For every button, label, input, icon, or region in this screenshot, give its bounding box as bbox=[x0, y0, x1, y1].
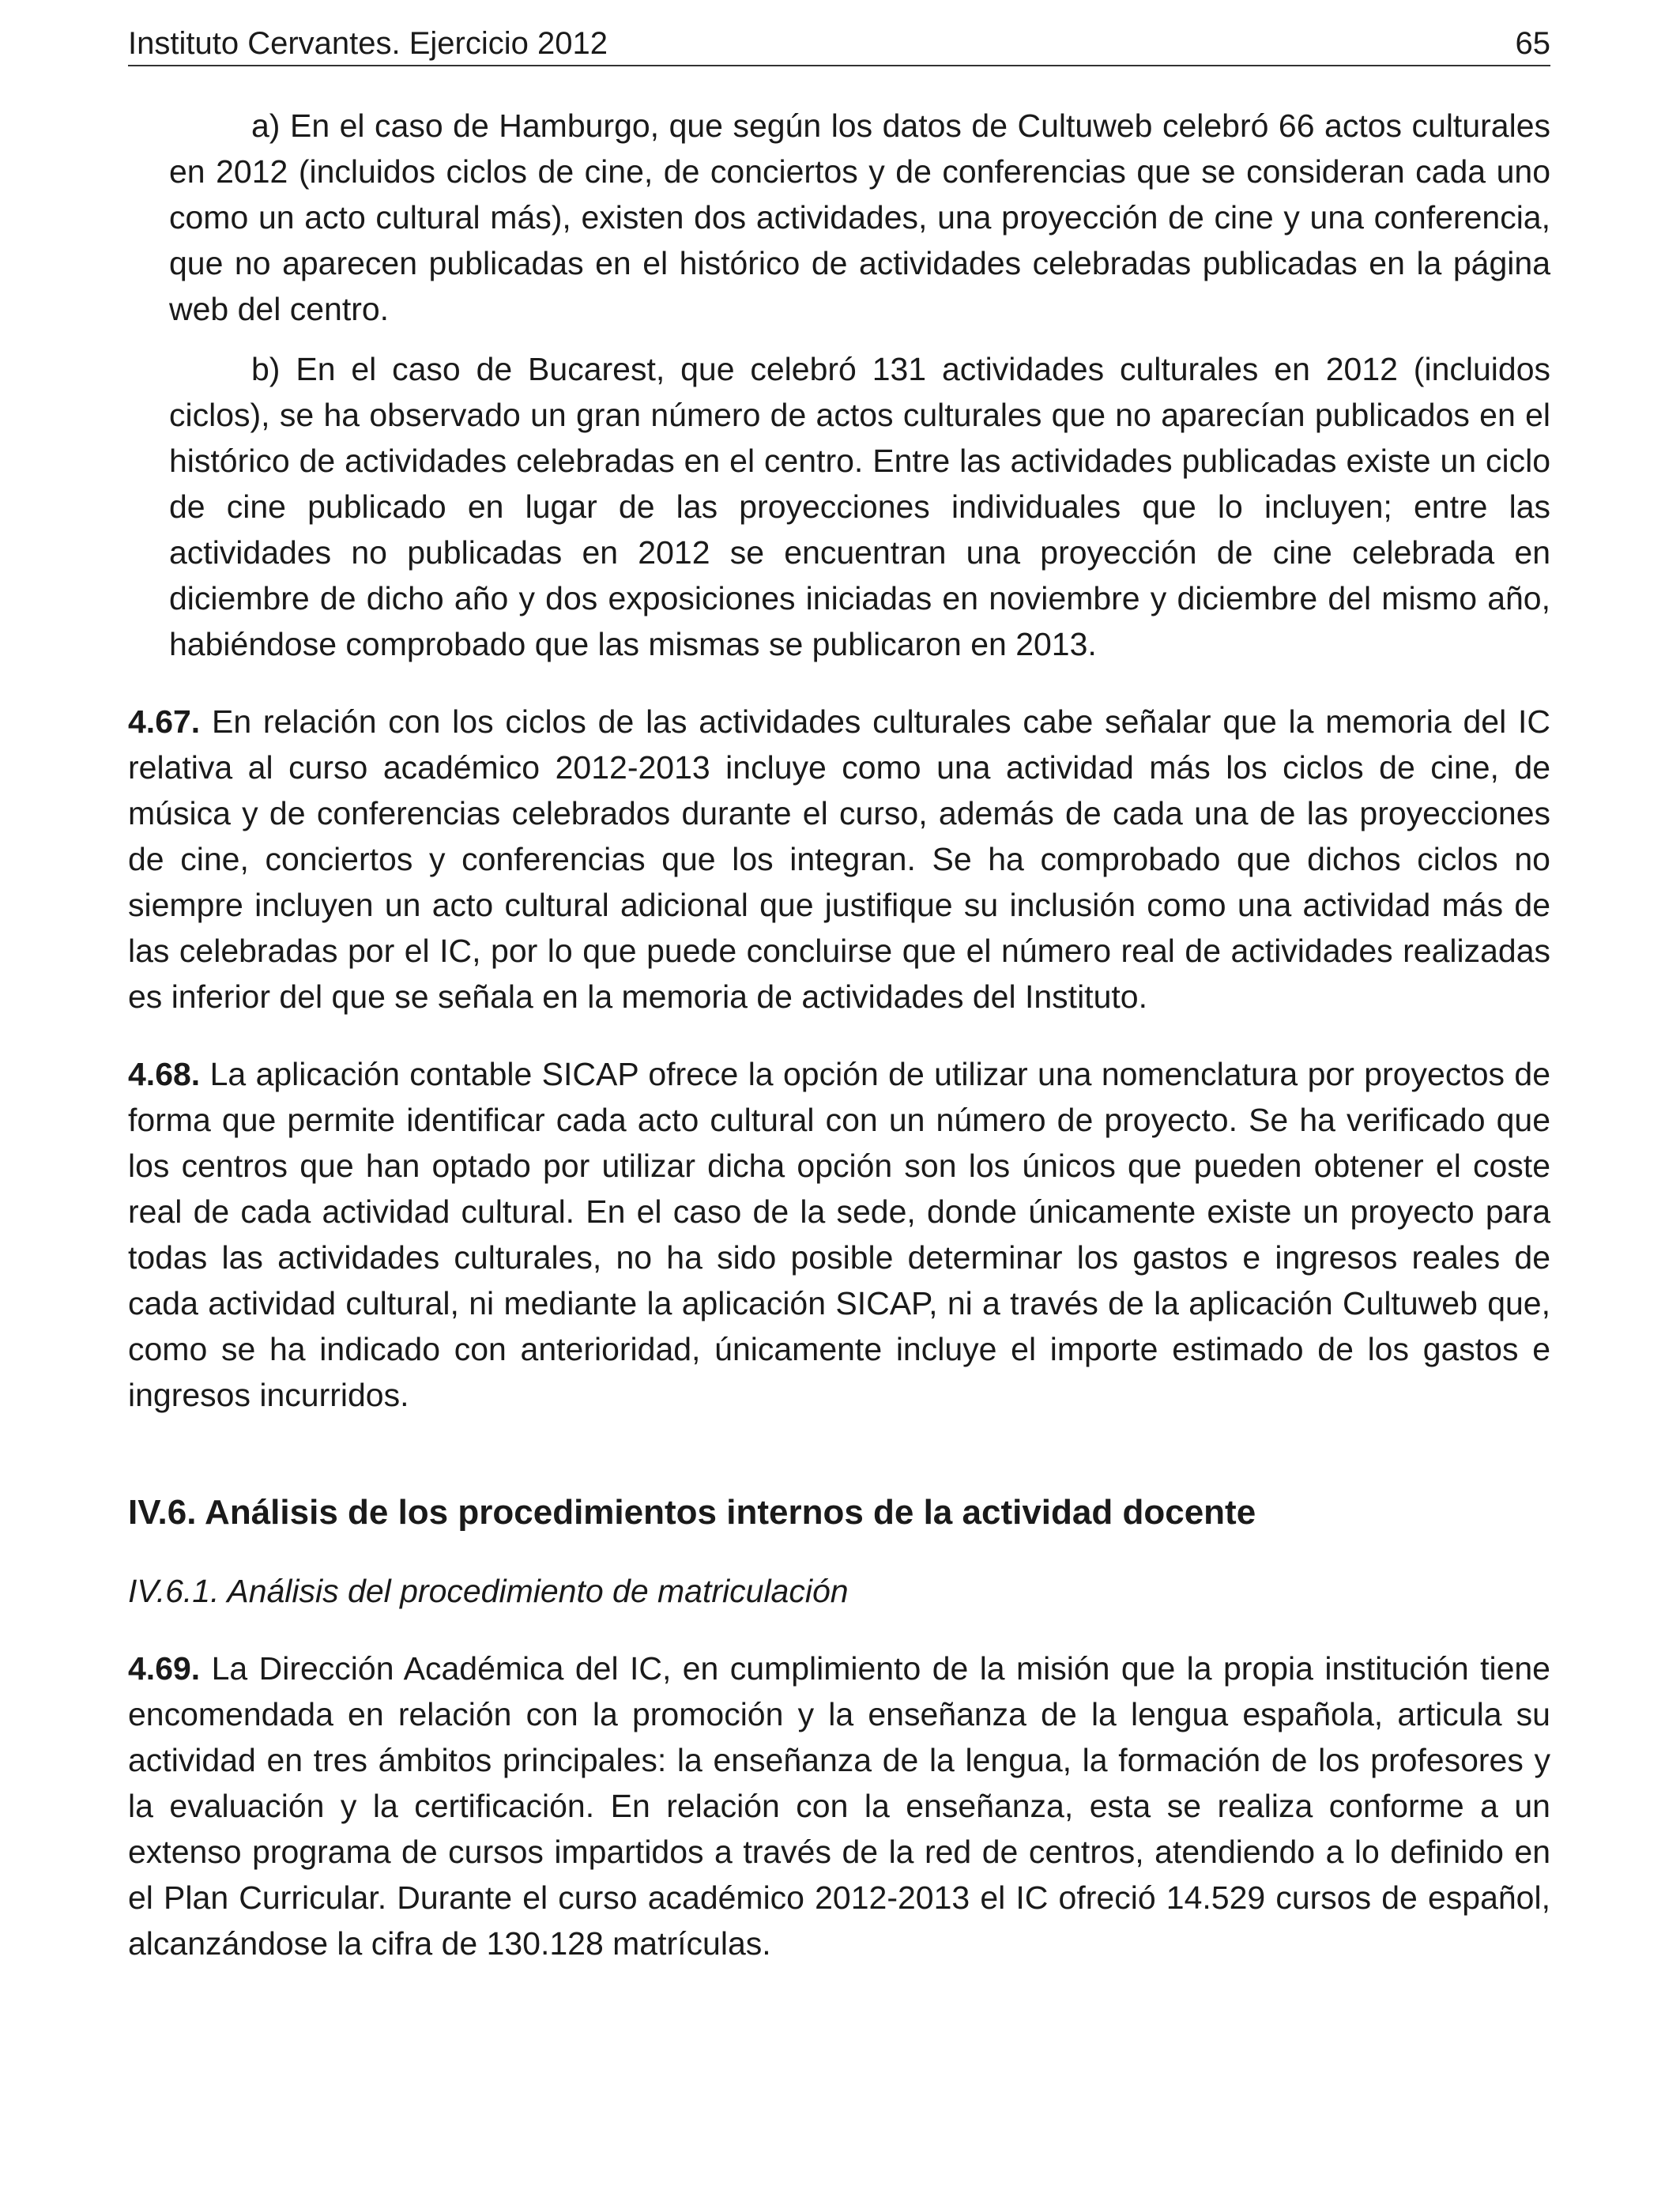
paragraph-number: 4.67. bbox=[128, 703, 201, 740]
section-heading: IV.6. Análisis de los procedimientos internos de la actividad docente bbox=[128, 1493, 1256, 1532]
header-title: Instituto Cervantes. Ejercicio 2012 bbox=[128, 26, 608, 61]
paragraph-text: La Dirección Académica del IC, en cumplimiento de la misión que la propia institución tiene encomendada en relación con la promoción y la enseñanza de la lengua española, articula su actividad en tres ámbitos principales: la enseñanza de la lengua, la formación de los profesores y la evaluación y la certificación. En relación con la enseñanza, esta se realiza conforme a un extenso programa de cursos impartidos a través de la red de centros, atendiendo a lo definido en el Plan Curricular. Durante el curso académico 2012-2013 el IC ofreció 14.529 cursos de español, alcanzándose la cifra de 130.128 matrículas. bbox=[128, 1650, 1550, 1962]
subparagraph-text: En el caso de Hamburgo, que según los datos de Cultuweb celebró 66 actos culturales en 2012 (incluidos ciclos de cine, de conciertos y de conferencias que se consideran cada uno como un acto cultural más), existen dos actividades, una proyección de cine y una conferencia, que no aparecen publicadas en el histórico de actividades celebradas publicadas en la página web del centro. bbox=[169, 107, 1550, 327]
paragraph-text: En relación con los ciclos de las actividades culturales cabe señalar que la memoria del IC relativa al curso académico 2012-2013 incluye como una actividad más los ciclos de cine, de música y de conferencias celebrados durante el curso, además de cada una de las proyecciones de cine, conciertos y conferencias que los integran. Se ha comprobado que dichos ciclos no siempre incluyen un acto cultural adicional que justifique su inclusión como una actividad más de las celebradas por el IC, por lo que puede concluirse que el número real de actividades realizadas es inferior del que se señala en la memoria de actividades del Instituto. bbox=[128, 703, 1550, 1015]
paragraph-4-69 bbox=[128, 1646, 1550, 1966]
paragraph-4-68 bbox=[128, 1051, 1550, 1418]
page-number: 65 bbox=[1515, 26, 1550, 61]
paragraph-4-67 bbox=[128, 699, 1550, 1020]
subparagraph-text: En el caso de Bucarest, que celebró 131 actividades culturales en 2012 (incluidos ciclos), se ha observado un gran número de actos culturales que no aparecían publicados en el histórico de actividades celebradas en el centro. Entre las actividades publicadas existe un ciclo de cine publicado en lugar de las proyecciones individuales que lo incluyen; entre las actividades no publicadas en 2012 se encuentran una proyección de cine celebrada en diciembre de dicho año y dos exposiciones iniciadas en noviembre y diciembre del mismo año, habiéndose comprobado que las mismas se publicaron en 2013. bbox=[169, 351, 1550, 662]
subparagraph-label: b) bbox=[251, 351, 281, 387]
subparagraph-b bbox=[128, 346, 1550, 667]
subsection-heading: IV.6.1. Análisis del procedimiento de matriculación bbox=[128, 1573, 849, 1609]
subparagraph-a bbox=[128, 103, 1550, 332]
subparagraph-label: a) bbox=[251, 107, 281, 144]
body-text bbox=[128, 103, 1550, 1966]
page-header bbox=[128, 22, 1550, 66]
paragraph-text: La aplicación contable SICAP ofrece la opción de utilizar una nomenclatura por proyectos de forma que permite identificar cada acto cultural con un número de proyecto. Se ha verificado que los centros que han optado por utilizar dicha opción son los únicos que pueden obtener el coste real de cada actividad cultural. En el caso de la sede, donde únicamente existe un proyecto para todas las actividades culturales, no ha sido posible determinar los gastos e ingresos reales de cada actividad cultural, ni mediante la aplicación SICAP, ni a través de la aplicación Cultuweb que, como se ha indicado con anterioridad, únicamente incluye el importe estimado de los gastos e ingresos incurridos. bbox=[128, 1056, 1550, 1413]
paragraph-number: 4.68. bbox=[128, 1056, 201, 1092]
paragraph-number: 4.69. bbox=[128, 1650, 201, 1687]
